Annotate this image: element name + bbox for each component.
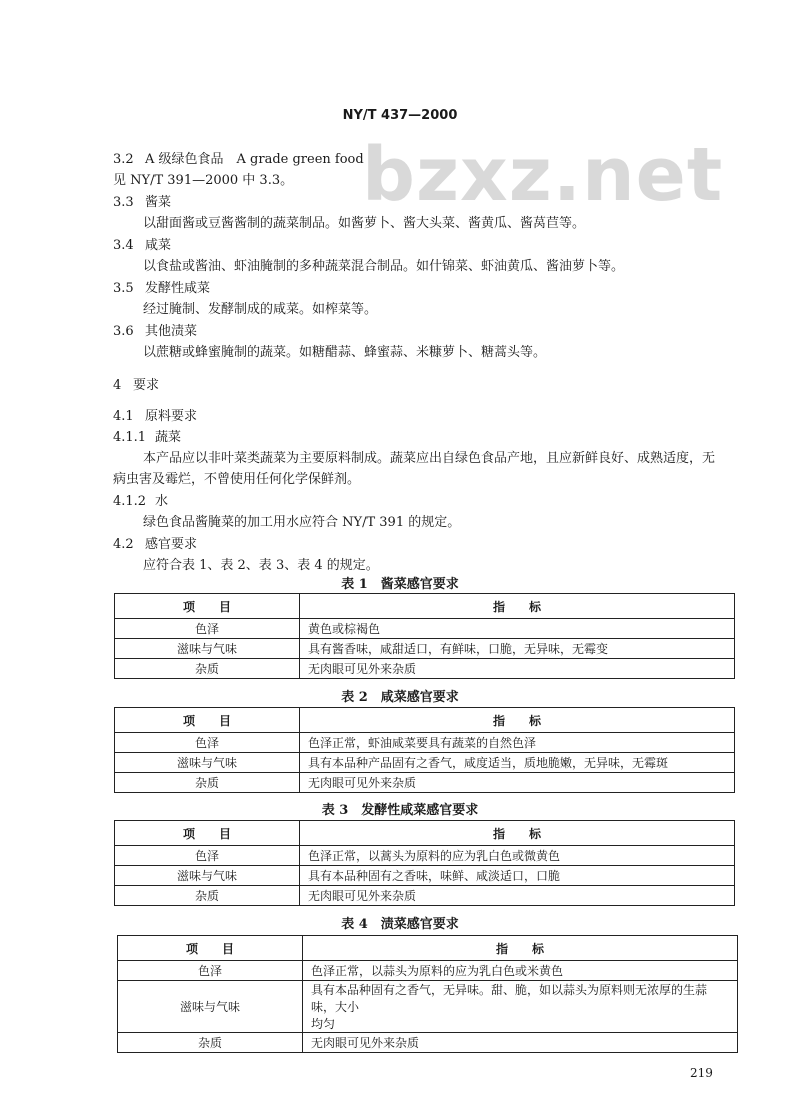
- table-3-caption: 表 3 发酵性咸菜感官要求: [321, 803, 479, 818]
- section-4-1-2-heading: 4.1.2 水: [113, 494, 169, 509]
- page-number: 219: [690, 1066, 713, 1080]
- cell-item: 色泽: [115, 846, 300, 866]
- header-index: 指 标: [300, 821, 735, 846]
- cell-index: [303, 981, 738, 1033]
- table-row: [115, 733, 735, 753]
- cell-item: 杂质: [115, 886, 300, 906]
- cell-index: 无肉眼可见外来杂质: [300, 659, 735, 679]
- cell-item: 色泽: [115, 733, 300, 753]
- cell-index: 色泽正常，以蒿头为原料的应为乳白色或微黄色: [300, 846, 735, 866]
- table-row: [115, 659, 735, 679]
- header-item: 项 目: [115, 708, 300, 733]
- section-3-6-heading: 3.6 其他渍菜: [113, 324, 198, 339]
- table-row: [118, 1033, 738, 1053]
- header-item: 项 目: [115, 594, 300, 619]
- table-2: [114, 707, 735, 793]
- section-3-2-heading: 3.2 A 级绿色食品 A grade green food: [113, 152, 364, 167]
- header-index: 指 标: [300, 708, 735, 733]
- table-row: [115, 846, 735, 866]
- section-3-5-body: 经过腌制、发酵制成的咸菜。如榨菜等。: [143, 302, 378, 317]
- cell-index: 具有本品种固有之香味，味鲜、咸淡适口，口脆: [300, 866, 735, 886]
- cell-item: 杂质: [115, 659, 300, 679]
- section-3-4-body: 以食盐或酱油、虾油腌制的多种蔬菜混合制品。如什锦菜、虾油黄瓜、酱油萝卜等。: [143, 259, 625, 274]
- header-index: 指 标: [300, 594, 735, 619]
- header-item: 项 目: [115, 821, 300, 846]
- section-4-2-heading: 4.2 感官要求: [113, 537, 198, 552]
- cell-index: 具有酱香味，咸甜适口，有鲜味，口脆，无异味，无霉变: [300, 639, 735, 659]
- table-header-row: [118, 936, 738, 961]
- cell-index-line2: 均匀: [311, 1017, 336, 1031]
- cell-item: 滋味与气味: [115, 866, 300, 886]
- table-4-caption: 表 4 渍菜感官要求: [341, 917, 459, 932]
- cell-item: 滋味与气味: [118, 981, 303, 1033]
- table-row: [118, 981, 738, 1033]
- cell-item: 滋味与气味: [115, 639, 300, 659]
- section-3-2-body: 见 NY/T 391—2000 中 3.3。: [113, 173, 294, 188]
- table-row: [115, 886, 735, 906]
- section-3-5-heading: 3.5 发酵性咸菜: [113, 281, 211, 296]
- cell-index: 无肉眼可见外来杂质: [300, 773, 735, 793]
- cell-item: 色泽: [115, 619, 300, 639]
- standard-header: NY/T 437—2000: [342, 108, 458, 123]
- table-row: [115, 639, 735, 659]
- table-row: [118, 961, 738, 981]
- table-2-caption: 表 2 咸菜感官要求: [341, 690, 459, 705]
- section-3-3-heading: 3.3 酱菜: [113, 195, 172, 210]
- table-1-caption: 表 1 酱菜感官要求: [341, 577, 459, 592]
- cell-index: 黄色或棕褐色: [300, 619, 735, 639]
- cell-item: 杂质: [118, 1033, 303, 1053]
- section-4-heading: 4 要求: [113, 378, 160, 393]
- section-4-1-2-body: 绿色食品酱腌菜的加工用水应符合 NY/T 391 的规定。: [143, 515, 461, 530]
- section-4-1-heading: 4.1 原料要求: [113, 409, 198, 424]
- cell-item: 杂质: [115, 773, 300, 793]
- table-header-row: [115, 594, 735, 619]
- cell-index: 具有本品种产品固有之香气，咸度适当，质地脆嫩，无异味，无霉斑: [300, 753, 735, 773]
- table-1: [114, 593, 735, 679]
- section-4-1-1-body-line2: 病虫害及霉烂，不曾使用任何化学保鲜剂。: [113, 472, 361, 487]
- header-index: 指 标: [303, 936, 738, 961]
- table-row: [115, 753, 735, 773]
- section-4-1-1-heading: 4.1.1 蔬菜: [113, 430, 182, 445]
- cell-index: 色泽正常，虾油咸菜要具有蔬菜的自然色泽: [300, 733, 735, 753]
- cell-index-line1: 具有本品种固有之香气，无异味。甜、脆，如以蒜头为原料则无浓厚的生蒜味，大小: [311, 983, 708, 1014]
- table-row: [115, 773, 735, 793]
- cell-index: 无肉眼可见外来杂质: [300, 886, 735, 906]
- cell-index: 无肉眼可见外来杂质: [303, 1033, 738, 1053]
- cell-index: 色泽正常，以蒜头为原料的应为乳白色或米黄色: [303, 961, 738, 981]
- cell-item: 色泽: [118, 961, 303, 981]
- section-3-3-body: 以甜面酱或豆酱酱制的蔬菜制品。如酱萝卜、酱大头菜、酱黄瓜、酱莴苣等。: [143, 216, 586, 231]
- table-header-row: [115, 821, 735, 846]
- header-item: 项 目: [118, 936, 303, 961]
- watermark: bzxz.net: [362, 132, 724, 218]
- section-3-4-heading: 3.4 咸菜: [113, 238, 172, 253]
- table-row: [115, 619, 735, 639]
- table-3: [114, 820, 735, 906]
- section-3-6-body: 以蔗糖或蜂蜜腌制的蔬菜。如糖醋蒜、蜂蜜蒜、米糠萝卜、糖蒿头等。: [143, 345, 547, 360]
- table-header-row: [115, 708, 735, 733]
- section-4-1-1-body-line1: 本产品应以非叶菜类蔬菜为主要原料制成。蔬菜应出自绿色食品产地，且应新鲜良好、成熟适度，无: [143, 451, 716, 466]
- table-row: [115, 866, 735, 886]
- section-4-2-body: 应符合表 1、表 2、表 3、表 4 的规定。: [143, 558, 379, 573]
- cell-item: 滋味与气味: [115, 753, 300, 773]
- table-4: [117, 935, 738, 1053]
